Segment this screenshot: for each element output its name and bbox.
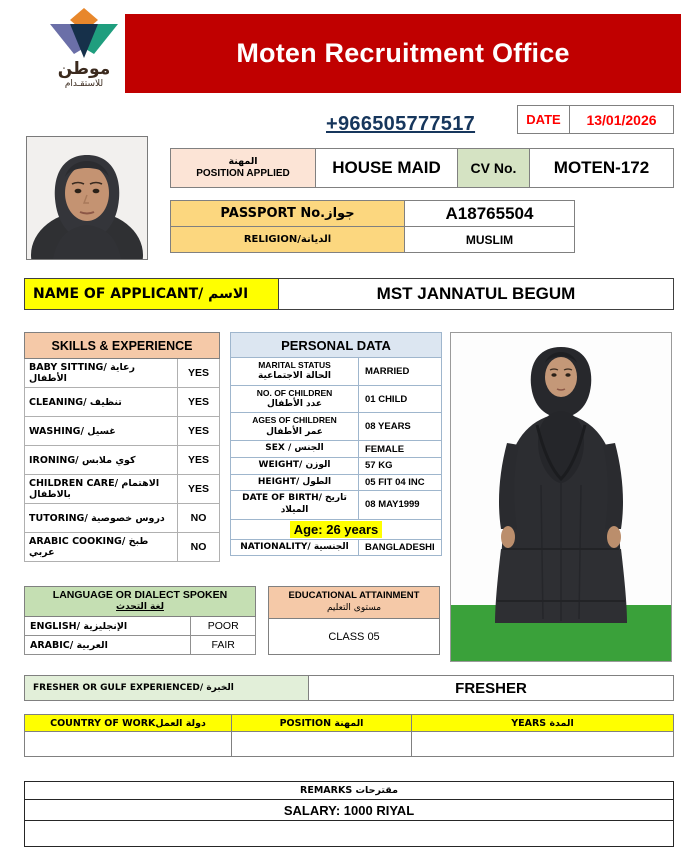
language-table	[24, 586, 256, 655]
nationality-value: BANGLADESHI	[359, 539, 442, 556]
table-row	[25, 732, 674, 757]
weight-value: 57 KG	[359, 457, 442, 474]
applicant-name-value: MST JANNATUL BEGUM	[279, 278, 674, 310]
page-header	[0, 0, 691, 102]
table-row	[231, 491, 442, 519]
remarks-empty-cell	[25, 821, 674, 847]
table-row	[231, 413, 442, 441]
logo-arabic-main: موطن	[57, 59, 111, 79]
experience-value: FRESHER	[309, 675, 674, 701]
religion-value: MUSLIM	[405, 227, 575, 253]
table-row	[25, 359, 220, 388]
table-row	[231, 457, 442, 474]
table-row	[25, 533, 220, 562]
work-country-header: COUNTRY OF WORKدولة العمل	[25, 715, 232, 732]
skills-header-row	[25, 333, 220, 359]
skill-value: YES	[178, 446, 220, 475]
position-label-arabic: المهنة	[228, 155, 258, 167]
children-count-label-en: NO. OF CHILDREN	[256, 387, 333, 398]
education-box	[268, 586, 440, 655]
table-row	[231, 385, 442, 413]
contact-phone-number[interactable]: +966505777517	[326, 113, 476, 135]
table-row	[25, 475, 220, 504]
education-title-en: EDUCATIONAL ATTAINMENT	[288, 590, 420, 602]
marital-status-label-en: MARITAL STATUS	[258, 360, 331, 370]
work-history-table	[24, 714, 674, 757]
language-title-ar: لغة التحدث	[116, 602, 164, 613]
table-row	[25, 821, 674, 847]
work-years-header: YEARS المدة	[412, 715, 674, 732]
logo-mark-icon	[48, 6, 120, 60]
passport-value: A18765504	[405, 200, 575, 227]
date-label: DATE	[518, 106, 570, 133]
company-logo	[36, 6, 132, 100]
remarks-header: REMARKS مقترحات	[25, 782, 674, 800]
date-of-birth-label: DATE OF BIRTH/ تاريخ الميلاد	[231, 491, 359, 519]
skill-value: YES	[178, 417, 220, 446]
work-history-header-row	[25, 715, 674, 732]
language-value: FAIR	[191, 636, 256, 655]
personal-data-header-row	[231, 333, 442, 358]
skill-value: NO	[178, 533, 220, 562]
skill-label: BABY SITTING/ رعاية الأطفال	[25, 359, 178, 388]
passport-religion-block	[170, 200, 575, 253]
table-row	[231, 358, 442, 386]
skill-value: YES	[178, 388, 220, 417]
table-row	[25, 504, 220, 533]
skill-value: NO	[178, 504, 220, 533]
language-label: ARABIC/ العربية	[25, 636, 191, 655]
table-row	[25, 388, 220, 417]
work-country-cell	[25, 732, 232, 757]
position-applied-row	[170, 148, 674, 188]
children-ages-label-ar: عمر الأطفال	[266, 426, 323, 437]
passport-row	[170, 200, 575, 227]
salary-value: SALARY: 1000 RIYAL	[25, 800, 674, 821]
date-of-birth-value: 08 MAY1999	[359, 491, 442, 519]
religion-label: RELIGION/الديانة	[170, 227, 405, 253]
position-label-english: POSITION APPLIED	[196, 168, 290, 179]
table-row	[231, 441, 442, 458]
remarks-table	[24, 781, 674, 847]
skill-label: ARABIC COOKING/ طبخ عربي	[25, 533, 178, 562]
personal-data-table	[230, 332, 442, 556]
table-row	[25, 800, 674, 821]
table-row	[25, 446, 220, 475]
id-photo-illustration	[27, 137, 147, 259]
sex-value: FEMALE	[359, 441, 442, 458]
children-ages-label-en: AGES OF CHILDREN	[252, 415, 337, 426]
skill-label: TUTORING/ دروس خصوصية	[25, 504, 178, 533]
skills-title: SKILLS & EXPERIENCE	[25, 333, 220, 359]
experience-row	[24, 675, 674, 701]
religion-row	[170, 227, 575, 253]
skill-label: CLEANING/ تنظيف	[25, 388, 178, 417]
personal-data-title: PERSONAL DATA	[231, 333, 442, 358]
language-label: ENGLISH/ الإنجليزية	[25, 617, 191, 636]
remarks-header-row	[25, 782, 674, 800]
sex-label: SEX / الجنس	[231, 441, 359, 458]
education-value: CLASS 05	[268, 619, 440, 655]
cv-number-value: MOTEN-172	[530, 148, 674, 188]
date-box	[517, 105, 674, 134]
marital-status-label	[231, 358, 359, 386]
table-row	[25, 617, 256, 636]
marital-status-label-ar: الحالة الاجتماعية	[258, 371, 331, 382]
applicant-id-photo	[26, 136, 148, 260]
language-title	[25, 587, 256, 617]
table-row	[231, 539, 442, 556]
children-count-label	[231, 385, 359, 413]
height-label: HEIGHT/ الطول	[231, 474, 359, 491]
skill-label: WASHING/ غسيل	[25, 417, 178, 446]
age-text: Age: 26 years	[290, 521, 383, 538]
height-value: 05 FIT 04 INC	[359, 474, 442, 491]
full-body-photo-illustration	[451, 333, 671, 661]
table-row	[231, 474, 442, 491]
cv-number-label: CV No.	[458, 148, 530, 188]
language-title-en: LANGUAGE OR DIALECT SPOKEN	[52, 588, 228, 601]
education-title-ar: مستوى التعليم	[326, 602, 382, 613]
position-applied-label	[170, 148, 316, 188]
office-title-text: Moten Recruitment Office	[236, 38, 570, 68]
table-row	[231, 519, 442, 539]
work-position-cell	[232, 732, 412, 757]
nationality-label: NATIONALITY/ الجنسية	[231, 539, 359, 556]
language-header-row	[25, 587, 256, 617]
table-row	[25, 417, 220, 446]
skill-label: CHILDREN CARE/ الاهتمام بالاطفال	[25, 475, 178, 504]
table-row	[25, 636, 256, 655]
date-value: 13/01/2026	[586, 111, 657, 128]
position-applied-value: HOUSE MAID	[316, 148, 458, 188]
work-years-cell	[412, 732, 674, 757]
logo-arabic-sub: للاستقـدام	[64, 79, 104, 89]
language-value: POOR	[191, 617, 256, 636]
skill-value: YES	[178, 475, 220, 504]
children-count-label-ar: عدد الأطفال	[266, 398, 323, 409]
applicant-name-row	[24, 278, 674, 310]
skill-label: IRONING/ كوي ملابس	[25, 446, 178, 475]
children-ages-label	[231, 413, 359, 441]
skills-table	[24, 332, 220, 562]
marital-status-value: MARRIED	[359, 358, 442, 386]
experience-label: FRESHER OR GULF EXPERIENCED/ الخبرة	[24, 675, 309, 701]
age-highlight-cell	[231, 519, 442, 539]
children-count-value: 01 CHILD	[359, 385, 442, 413]
children-ages-value: 08 YEARS	[359, 413, 442, 441]
passport-label: PASSPORT No.جواز	[170, 200, 405, 227]
office-title-banner	[125, 14, 681, 93]
skill-value: YES	[178, 359, 220, 388]
work-position-header: POSITION المهنة	[232, 715, 412, 732]
applicant-full-body-photo	[450, 332, 672, 662]
weight-label: WEIGHT/ الوزن	[231, 457, 359, 474]
education-header	[268, 586, 440, 619]
applicant-name-label: NAME OF APPLICANT/ الاسم	[24, 278, 279, 310]
